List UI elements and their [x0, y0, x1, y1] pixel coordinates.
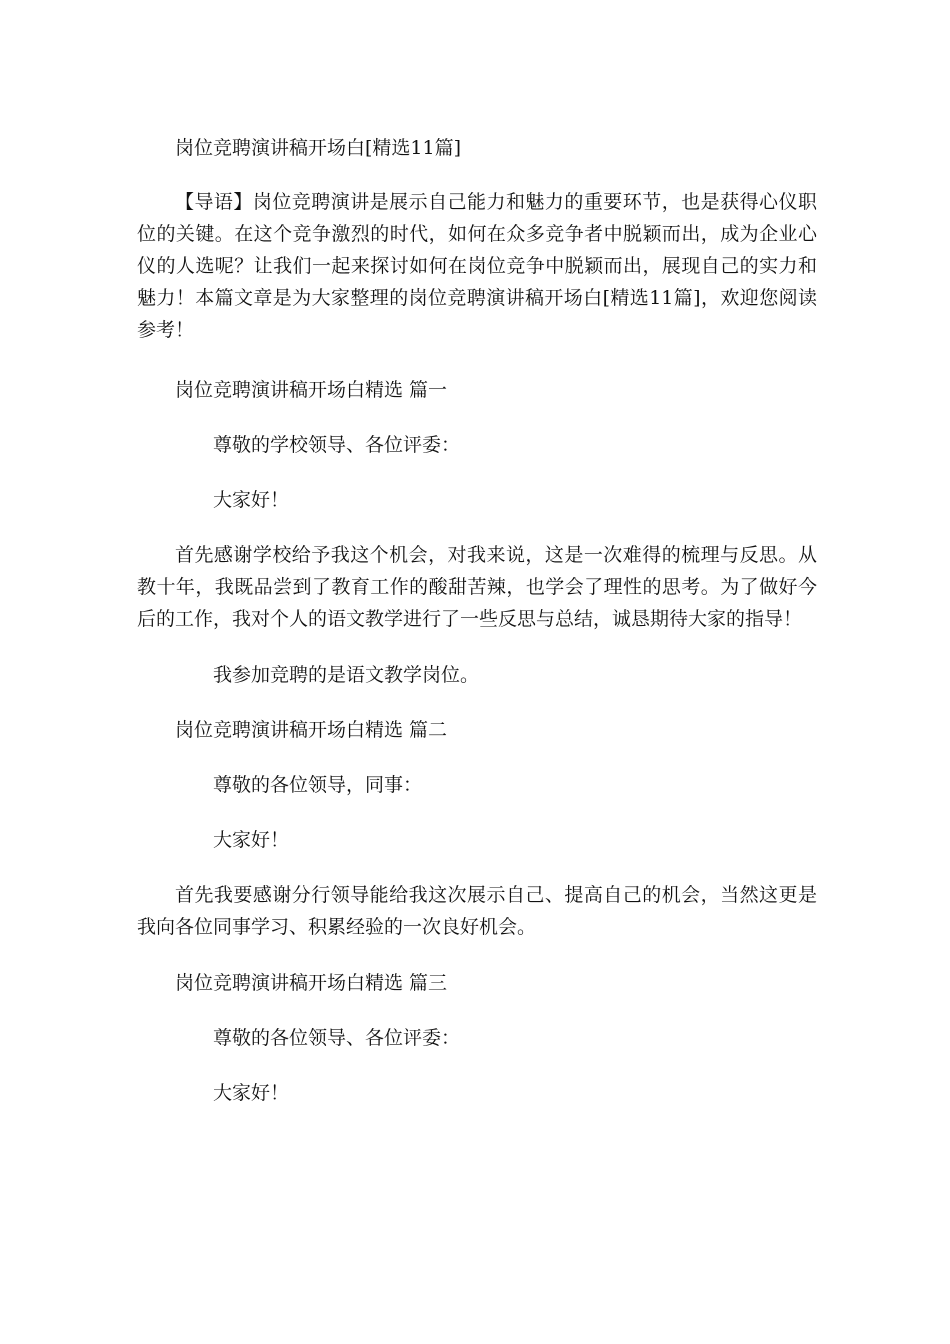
- section-greeting-1: 大家好！: [213, 489, 290, 511]
- section-salutation-1: 尊敬的学校领导、各位评委：: [213, 434, 461, 456]
- section-salutation-2: 尊敬的各位领导，同事：: [213, 774, 423, 796]
- section-greeting-2: 大家好！: [213, 829, 290, 851]
- section-heading-3: 岗位竞聘演讲稿开场白精选 篇三: [175, 972, 448, 994]
- section-salutation-3: 尊敬的各位领导、各位评委：: [213, 1027, 461, 1049]
- intro-paragraph: 【导语】岗位竞聘演讲是展示自己能力和魅力的重要环节，也是获得心仪职位的关键。在这个竞争激烈的时代，如何在众多竞争者中脱颖而出，成为企业心仪的人选呢？让我们一起来探讨如何在岗位竞争中脱颖而出，展现自己的实力和魅力！本篇文章是为大家整理的岗位竞聘演讲稿开场白[精选11篇]，欢迎您阅读参考！: [137, 191, 817, 341]
- section-body-1: 首先感谢学校给予我这个机会，对我来说，这是一次难得的梳理与反思。从教十年，我既品尝到了教育工作的酸甜苦辣，也学会了理性的思考。为了做好今后的工作，我对个人的语文教学进行了一些反思与总结，诚恳期待大家的指导！: [137, 544, 817, 630]
- section-heading-2: 岗位竞聘演讲稿开场白精选 篇二: [175, 719, 448, 741]
- section-heading-1: 岗位竞聘演讲稿开场白精选 篇一: [175, 379, 448, 401]
- section-body-2: 首先我要感谢分行领导能给我这次展示自己、提高自己的机会，当然这更是我向各位同事学习、积累经验的一次良好机会。: [137, 884, 817, 938]
- section-greeting-3: 大家好！: [213, 1082, 290, 1104]
- section-extra-1: 我参加竞聘的是语文教学岗位。: [213, 664, 480, 686]
- document-title: 岗位竞聘演讲稿开场白[精选11篇]: [175, 137, 462, 159]
